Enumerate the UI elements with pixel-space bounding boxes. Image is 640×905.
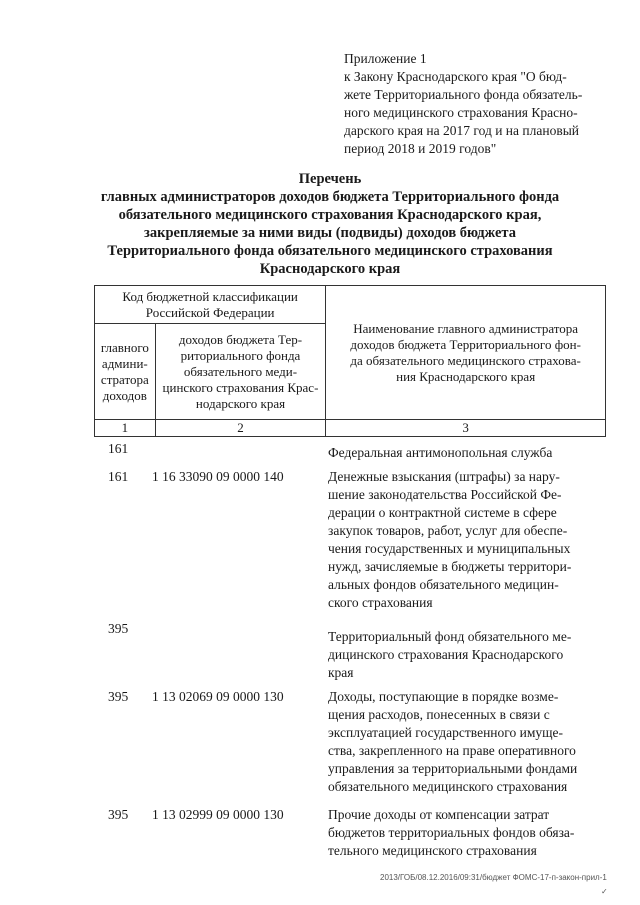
check-mark-icon: ✓ xyxy=(601,887,608,896)
title-line: Перечень xyxy=(298,171,362,187)
footer-file-reference: 2013/ГОБ/08.12.2016/09:31/бюджет ФОМС-17-п-закон-прил-1 xyxy=(380,873,607,882)
appendix-line: к Закону Краснодарского края "О бюд- xyxy=(344,69,567,84)
classification-table-header xyxy=(94,285,606,437)
title-line: Краснодарского края xyxy=(259,261,401,277)
title-line: Территориального фонда обязательного медицинского страхования xyxy=(107,243,553,259)
appendix-line: ного медицинского страхования Красно- xyxy=(344,105,578,120)
code-group-header: Код бюджетной классификации Российской Федерации xyxy=(95,286,326,324)
admin-code: 395 xyxy=(108,689,129,704)
admin-code: 395 xyxy=(108,621,129,636)
income-code-column-header: доходов бюджета Тер- риториального фонда обязательного меди- цинского страхования Крас- нодарского края xyxy=(155,324,326,420)
column-number: 2 xyxy=(155,420,326,437)
column-number: 3 xyxy=(326,420,606,437)
title-line: закрепляемые за ними виды (подвиды) доходов бюджета xyxy=(144,225,516,241)
name-column-header: Наименование главного администратора доходов бюджета Территориального фон- да обязательного медицинского страхова- ния Краснодарского края xyxy=(326,286,606,420)
row-name: Территориальный фонд обязательного ме- дицинского страхования Краснодарского края xyxy=(328,629,572,680)
admin-code: 395 xyxy=(108,807,129,822)
appendix-note xyxy=(344,50,614,158)
appendix-line: Приложение 1 xyxy=(344,51,427,66)
column-number: 1 xyxy=(95,420,156,437)
document-title xyxy=(60,170,600,278)
income-code: 1 13 02999 09 0000 130 xyxy=(152,807,284,822)
row-name: Федеральная антимонопольная служба xyxy=(328,445,553,460)
title-line: главных администраторов доходов бюджета Территориального фонда xyxy=(100,189,560,205)
row-name: Прочие доходы от компенсации затрат бюджетов территориальных фондов обяза- тельного медицинского страхования xyxy=(328,807,575,858)
appendix-line: жете Территориального фонда обязатель- xyxy=(344,87,583,102)
appendix-line: период 2018 и 2019 годов" xyxy=(344,141,497,156)
row-name: Денежные взыскания (штрафы) за нару- шение законодательства Российской Фе- дерации о контрактной системе в сфере закупок товаров, работ, услуг для обеспе- чения государственных и муниципальных нужд, зачисляемые в бюджеты территори- альных фондов обязательного медицин- ского страхования xyxy=(328,469,572,610)
admin-column-header: главного админи- стратора доходов xyxy=(95,324,156,420)
title-line: обязательного медицинского страхования Краснодарского края, xyxy=(118,207,542,223)
admin-code: 161 xyxy=(108,441,129,456)
income-code: 1 13 02069 09 0000 130 xyxy=(152,689,284,704)
appendix-line: дарского края на 2017 год и на плановый xyxy=(344,123,579,138)
row-name: Доходы, поступающие в порядке возме- щения расходов, понесенных в связи с эксплуатацией государственного имуще- ства, закрепленного на праве оперативного управления за территориальными фондами обязательного медицинского страхования xyxy=(328,689,578,794)
income-code: 1 16 33090 09 0000 140 xyxy=(152,469,284,484)
admin-code: 161 xyxy=(108,469,129,484)
